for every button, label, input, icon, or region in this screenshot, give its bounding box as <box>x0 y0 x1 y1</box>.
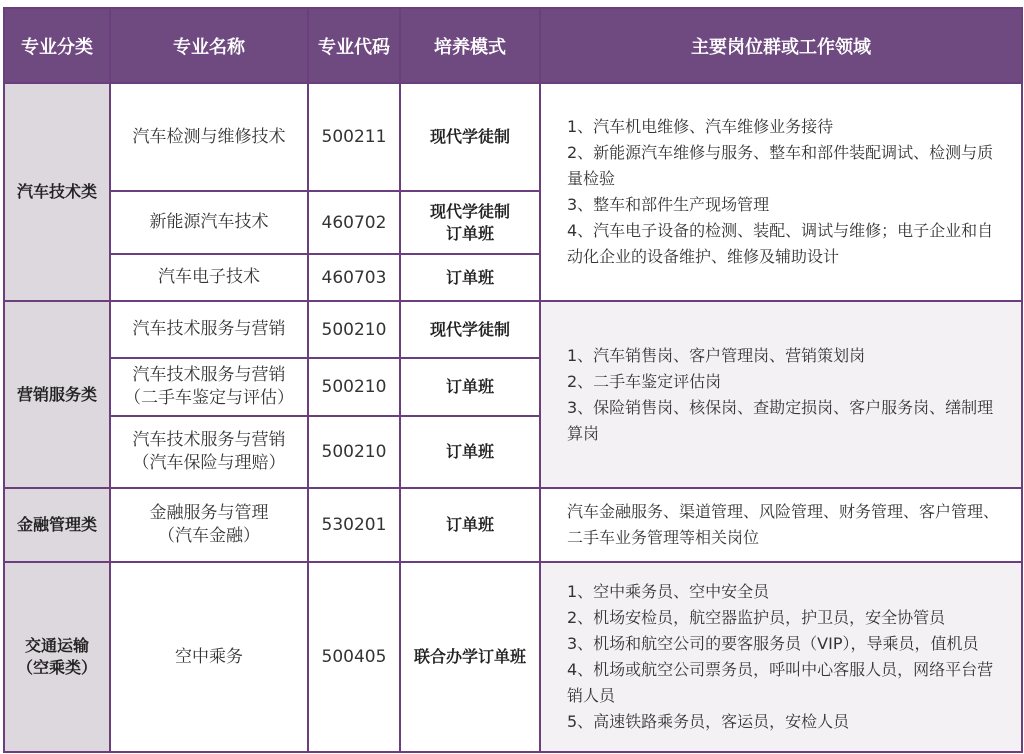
header-job-fields: 主要岗位群或工作领域 <box>540 8 1022 83</box>
major-name-cell <box>110 416 308 488</box>
cell-line: 3、机场和航空公司的要客服务员（VIP），导乘员，值机员 <box>567 634 979 653</box>
training-mode-cell <box>400 488 540 562</box>
major-code-cell: 500210 <box>308 301 400 358</box>
cell-line: 金融服务与管理 <box>149 503 269 523</box>
major-name-cell <box>110 358 308 416</box>
cell-line: 1、空中乘务员、空中安全员 <box>567 582 770 601</box>
category-cell <box>4 562 110 752</box>
major-code-cell: 500405 <box>308 562 400 752</box>
job-fields-cell <box>540 83 1022 301</box>
major-code-cell: 500211 <box>308 83 400 191</box>
major-name-cell <box>110 488 308 562</box>
cell-line: 营销服务类 <box>16 384 97 404</box>
major-name-cell <box>110 562 308 752</box>
cell-line: 汽车技术类 <box>16 182 97 201</box>
header-major-code: 专业代码 <box>308 8 400 83</box>
cell-line: 订单班 <box>445 267 494 287</box>
cell-line: （二手车鉴定与评估） <box>124 388 294 408</box>
major-code-cell: 460703 <box>308 254 400 301</box>
table-row <box>4 83 1022 191</box>
training-mode-cell <box>400 254 540 301</box>
training-mode-cell <box>400 416 540 488</box>
header-category: 专业分类 <box>4 8 110 83</box>
cell-line: 2、机场安检员，航空器监护员，护卫员，安全协管员 <box>567 608 946 627</box>
major-name-cell <box>110 301 308 358</box>
cell-line: 4、机场或航空公司票务员，呼叫中心客服人员，网络平台营销人员 <box>567 660 994 705</box>
cell-line: 现代学徒制 <box>429 201 510 221</box>
cell-line: （汽车保险与理赔） <box>132 453 286 473</box>
cell-line: 交通运输 <box>24 636 89 655</box>
category-cell <box>4 301 110 488</box>
cell-line: 联合办学订单班 <box>413 647 526 666</box>
cell-line: 1、汽车机电维修、汽车维修业务接待 <box>567 117 834 136</box>
major-name-cell <box>110 83 308 191</box>
table-row <box>4 301 1022 358</box>
training-mode-cell <box>400 358 540 416</box>
cell-line: （空乘类） <box>16 658 97 677</box>
cell-line: 金融管理类 <box>16 515 97 534</box>
cell-line: 订单班 <box>445 223 494 243</box>
category-cell <box>4 488 110 562</box>
cell-line: 订单班 <box>445 377 494 396</box>
table-row <box>4 488 1022 562</box>
cell-line: 空中乘务 <box>175 646 243 667</box>
cell-line: （汽车金融） <box>158 526 260 546</box>
cell-line: 5、高速铁路乘务员，客运员，安检人员 <box>567 712 850 731</box>
major-code-cell: 530201 <box>308 488 400 562</box>
training-mode-cell <box>400 301 540 358</box>
major-name-cell <box>110 191 308 254</box>
cell-line: 现代学徒制 <box>429 127 510 146</box>
training-mode-cell <box>400 83 540 191</box>
job-fields-cell <box>540 301 1022 488</box>
cell-line: 汽车金融服务、渠道管理、风险管理、财务管理、客户管理、二手车业务管理等相关岗位 <box>567 502 1000 547</box>
cell-line: 汽车技术服务与营销 <box>132 319 286 339</box>
cell-line: 4、汽车电子设备的检测、装配、调试与维修；电子企业和自动化企业的设备维护、维修及辅助设计 <box>567 221 994 266</box>
major-code-cell: 500210 <box>308 358 400 416</box>
header-major-name: 专业名称 <box>110 8 308 83</box>
header-row <box>4 8 1022 83</box>
program-table <box>3 7 1023 753</box>
cell-line: 3、整车和部件生产现场管理 <box>567 195 770 214</box>
major-name-cell <box>110 254 308 301</box>
cell-line: 汽车技术服务与营销 <box>132 365 286 385</box>
cell-line: 2、二手车鉴定评估岗 <box>567 371 722 391</box>
cell-line: 新能源汽车技术 <box>149 212 269 232</box>
cell-line: 1、汽车销售岗、客户管理岗、营销策划岗 <box>567 345 866 365</box>
cell-line: 现代学徒制 <box>429 319 510 339</box>
cell-line: 汽车检测与维修技术 <box>132 126 286 147</box>
cell-line: 订单班 <box>445 515 494 534</box>
table-row <box>4 562 1022 752</box>
training-mode-cell <box>400 562 540 752</box>
training-mode-cell <box>400 191 540 254</box>
header-training-mode: 培养模式 <box>400 8 540 83</box>
cell-line: 3、保险销售岗、核保岗、查勘定损岗、客户服务岗、缮制理算岗 <box>567 397 994 443</box>
major-code-cell: 500210 <box>308 416 400 488</box>
job-fields-cell <box>540 562 1022 752</box>
cell-line: 汽车电子技术 <box>158 267 260 287</box>
cell-line: 汽车技术服务与营销 <box>132 430 286 450</box>
cell-line: 订单班 <box>445 442 494 461</box>
category-cell <box>4 83 110 301</box>
major-code-cell: 460702 <box>308 191 400 254</box>
job-fields-cell <box>540 488 1022 562</box>
cell-line: 2、新能源汽车维修与服务、整车和部件装配调试、检测与质量检验 <box>567 143 994 188</box>
